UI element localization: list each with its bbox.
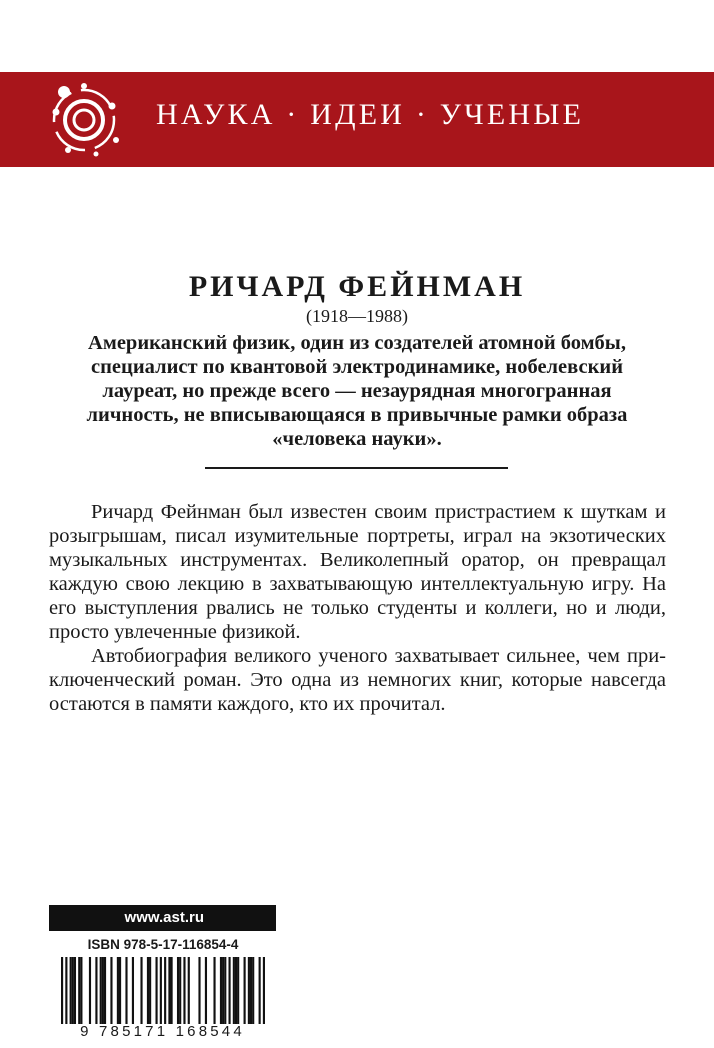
description-line: Автобиография великого ученого захватывает сильнее, чем при- <box>91 645 666 667</box>
barcode-bar <box>171 957 173 1024</box>
isbn-label: ISBN 978-5-17-116854-4 <box>87 937 239 952</box>
barcode-bar <box>125 957 127 1024</box>
barcode-bar <box>70 957 72 1024</box>
atom-orbit-icon <box>44 82 124 158</box>
barcode-bar <box>160 957 162 1024</box>
barcode-bar <box>179 957 181 1024</box>
section-divider <box>205 467 508 469</box>
book-description <box>49 500 666 716</box>
description-line: розыгрышам, писал изумительные портреты, играл на экзотических <box>49 525 666 547</box>
barcode-bar <box>213 957 215 1024</box>
barcode-bar <box>252 957 254 1024</box>
barcode-bar <box>220 957 222 1024</box>
series-banner <box>0 72 714 167</box>
barcode-bar <box>183 957 185 1024</box>
barcode-bar <box>224 957 226 1024</box>
barcode-bar <box>102 957 104 1024</box>
description-line: каждую свою лекцию в захватывающую интеллектуальную игру. На <box>49 573 666 595</box>
barcode-bar <box>100 957 102 1024</box>
barcode-bar <box>80 957 82 1024</box>
description-line: ключенческий роман. Это одна из немногих книг, которые навсегда <box>49 669 666 691</box>
barcode-bar <box>259 957 261 1024</box>
bio-line: лауреат, но прежде всего — незаурядная многогранная <box>102 380 612 402</box>
barcode-bar <box>188 957 190 1024</box>
barcode-bar <box>168 957 170 1024</box>
barcode-bar <box>117 957 119 1024</box>
author-name: РИЧАРД ФЕЙНМАН <box>188 270 526 303</box>
bio-line: специалист по квантовой электродинамике, нобелевский <box>91 356 623 378</box>
barcode-icon <box>61 957 265 1024</box>
barcode-bar <box>263 957 265 1024</box>
barcode-bar <box>164 957 166 1024</box>
barcode-bar <box>228 957 230 1024</box>
barcode-bar <box>147 957 149 1024</box>
author-bio <box>40 331 674 451</box>
barcode-bar <box>177 957 179 1024</box>
barcode-bar <box>250 957 252 1024</box>
barcode-bar <box>61 957 63 1024</box>
barcode-bar <box>72 957 74 1024</box>
barcode-bar <box>222 957 224 1024</box>
description-line: музыкальных инструментах. Великолепный оратор, он превращал <box>49 549 666 571</box>
barcode-bar <box>244 957 246 1024</box>
description-line: остаются в памяти каждого, кто их прочитал. <box>49 693 446 715</box>
barcode-bar <box>198 957 200 1024</box>
barcode-bar <box>233 957 235 1024</box>
barcode-bar <box>65 957 67 1024</box>
barcode-bar <box>110 957 112 1024</box>
barcode-bar <box>104 957 106 1024</box>
barcode-digits: 9 785171 168544 <box>80 1023 245 1040</box>
website-label: www.ast.ru <box>49 905 276 931</box>
bio-line: «человека науки». <box>272 428 442 450</box>
barcode-bar <box>119 957 121 1024</box>
barcode-bar <box>95 957 97 1024</box>
description-line: просто увлеченные физикой. <box>49 621 301 643</box>
barcode-bar <box>235 957 237 1024</box>
barcode-bar <box>78 957 80 1024</box>
description-line: Ричард Фейнман был известен своим пристрастием к шуткам и <box>91 501 666 523</box>
author-years: (1918—1988) <box>306 306 408 326</box>
barcode-bar <box>155 957 157 1024</box>
bio-line: личность, не вписывающаяся в привычные рамки образа <box>86 404 628 426</box>
barcode-bar <box>89 957 91 1024</box>
barcode-bar <box>140 957 142 1024</box>
barcode-bar <box>132 957 134 1024</box>
barcode-bar <box>149 957 151 1024</box>
barcode-bar <box>248 957 250 1024</box>
barcode-block <box>49 931 276 1041</box>
bio-line: Американский физик, один из создателей атомной бомбы, <box>88 332 626 354</box>
series-title: НАУКА · ИДЕИ · УЧЕНЫЕ <box>156 98 585 131</box>
description-line: его выступления рвались не только студенты и коллеги, но и люди, <box>49 597 666 619</box>
barcode-bar <box>74 957 76 1024</box>
barcode-bar <box>205 957 207 1024</box>
barcode-bar <box>237 957 239 1024</box>
